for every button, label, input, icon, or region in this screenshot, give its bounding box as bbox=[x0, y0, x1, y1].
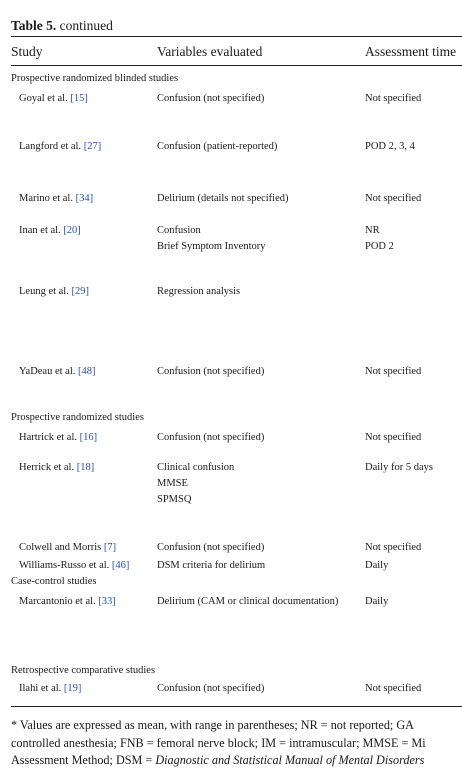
study-cell bbox=[19, 542, 116, 553]
reference-link[interactable]: [48] bbox=[78, 366, 96, 377]
variable-cell: Clinical confusion bbox=[157, 462, 235, 473]
study-name: YaDeau et al. bbox=[19, 366, 76, 377]
study-cell bbox=[19, 366, 96, 377]
table-title bbox=[11, 18, 113, 34]
variable-cell: Confusion (not specified) bbox=[157, 93, 265, 104]
assessment-time-cell: Daily for 5 days bbox=[365, 462, 433, 473]
footnote-line bbox=[11, 753, 424, 768]
reference-link[interactable]: [20] bbox=[63, 225, 81, 236]
study-name: Leung et al. bbox=[19, 286, 69, 297]
assessment-time-cell: POD 2, 3, 4 bbox=[365, 141, 415, 152]
section-label: Prospective randomized blinded studies bbox=[11, 73, 179, 84]
reference-link[interactable]: [33] bbox=[98, 596, 116, 607]
study-cell bbox=[19, 225, 81, 236]
study-cell bbox=[19, 596, 116, 607]
assessment-time-cell: Not specified bbox=[365, 542, 422, 553]
study-name: Langford et al. bbox=[19, 141, 82, 152]
study-cell bbox=[19, 432, 97, 443]
assessment-time-cell: Not specified bbox=[365, 432, 422, 443]
assessment-time-cell: Not specified bbox=[365, 93, 422, 104]
variable-cell: Confusion bbox=[157, 225, 201, 236]
variable-cell: Brief Symptom Inventory bbox=[157, 241, 266, 252]
variable-cell: Confusion (not specified) bbox=[157, 542, 265, 553]
assessment-time-cell: NR bbox=[365, 225, 380, 236]
study-name: Marcantonio et al. bbox=[19, 596, 96, 607]
section-label: Prospective randomized studies bbox=[11, 412, 144, 423]
top-rule bbox=[11, 36, 462, 37]
study-cell bbox=[19, 286, 89, 297]
study-name: Inan et al. bbox=[19, 225, 61, 236]
column-header-assessment-time: Assessment time bbox=[365, 44, 457, 59]
assessment-time-cell: Daily bbox=[365, 560, 389, 571]
bottom-rule bbox=[11, 706, 462, 707]
assessment-time-cell: Not specified bbox=[365, 683, 422, 694]
section-label: Case-control studies bbox=[11, 576, 97, 587]
reference-link[interactable]: [18] bbox=[76, 462, 95, 473]
variable-cell: Confusion (patient-reported) bbox=[157, 141, 278, 152]
study-name: Goyal et al. bbox=[19, 93, 68, 104]
header-rule bbox=[11, 65, 462, 66]
variable-cell: DSM criteria for delirium bbox=[157, 560, 266, 571]
section-label: Retrospective comparative studies bbox=[11, 665, 156, 676]
table-title-rest: continued bbox=[59, 18, 113, 33]
footnote-line: controlled anesthesia; FNB = femoral nerve block; IM = intramuscular; MMSE = Mi bbox=[11, 736, 426, 750]
assessment-time-cell: Daily bbox=[365, 596, 389, 607]
assessment-time-cell: Not specified bbox=[365, 193, 422, 204]
reference-link[interactable]: [27] bbox=[83, 141, 102, 152]
assessment-time-cell: Not specified bbox=[365, 366, 422, 377]
study-name: Hartrick et al. bbox=[19, 432, 78, 443]
variable-cell: MMSE bbox=[157, 478, 188, 489]
column-header-variables: Variables evaluated bbox=[157, 44, 263, 59]
study-name: Colwell and Morris bbox=[19, 542, 102, 553]
study-name: Ilahi et al. bbox=[19, 683, 62, 694]
variable-cell: Regression analysis bbox=[157, 286, 241, 297]
assessment-time-cell: POD 2 bbox=[365, 241, 394, 252]
reference-link[interactable]: [34] bbox=[75, 193, 94, 204]
variable-cell: Delirium (CAM or clinical documentation) bbox=[157, 596, 339, 607]
reference-link[interactable]: [15] bbox=[70, 93, 88, 104]
study-cell bbox=[19, 560, 129, 571]
variable-cell: SPMSQ bbox=[157, 494, 192, 505]
study-cell bbox=[19, 462, 94, 473]
variable-cell: Confusion (not specified) bbox=[157, 683, 265, 694]
footnote-line: * Values are expressed as mean, with range in parentheses; NR = not reported; GA bbox=[11, 718, 414, 732]
reference-link[interactable]: [46] bbox=[111, 560, 130, 571]
study-cell bbox=[19, 141, 101, 152]
variable-cell: Confusion (not specified) bbox=[157, 366, 265, 377]
reference-link[interactable]: [29] bbox=[71, 286, 89, 297]
study-cell bbox=[19, 193, 93, 204]
variable-cell: Confusion (not specified) bbox=[157, 432, 265, 443]
footnote-text: Assessment Method; DSM = bbox=[11, 753, 156, 767]
footnote-italic-text: Diagnostic and Statistical Manual of Mental Disorders bbox=[155, 753, 425, 767]
reference-link[interactable]: [16] bbox=[79, 432, 98, 443]
table-number: Table 5. bbox=[11, 18, 57, 33]
column-header-study: Study bbox=[11, 44, 43, 59]
study-cell bbox=[19, 683, 81, 694]
reference-link[interactable]: [7] bbox=[103, 542, 117, 553]
study-cell bbox=[19, 93, 88, 104]
study-name: Marino et al. bbox=[19, 193, 73, 204]
reference-link[interactable]: [19] bbox=[63, 683, 82, 694]
study-name: Williams-Russo et al. bbox=[19, 560, 110, 571]
study-name: Herrick et al. bbox=[19, 462, 75, 473]
variable-cell: Delirium (details not specified) bbox=[157, 193, 289, 204]
